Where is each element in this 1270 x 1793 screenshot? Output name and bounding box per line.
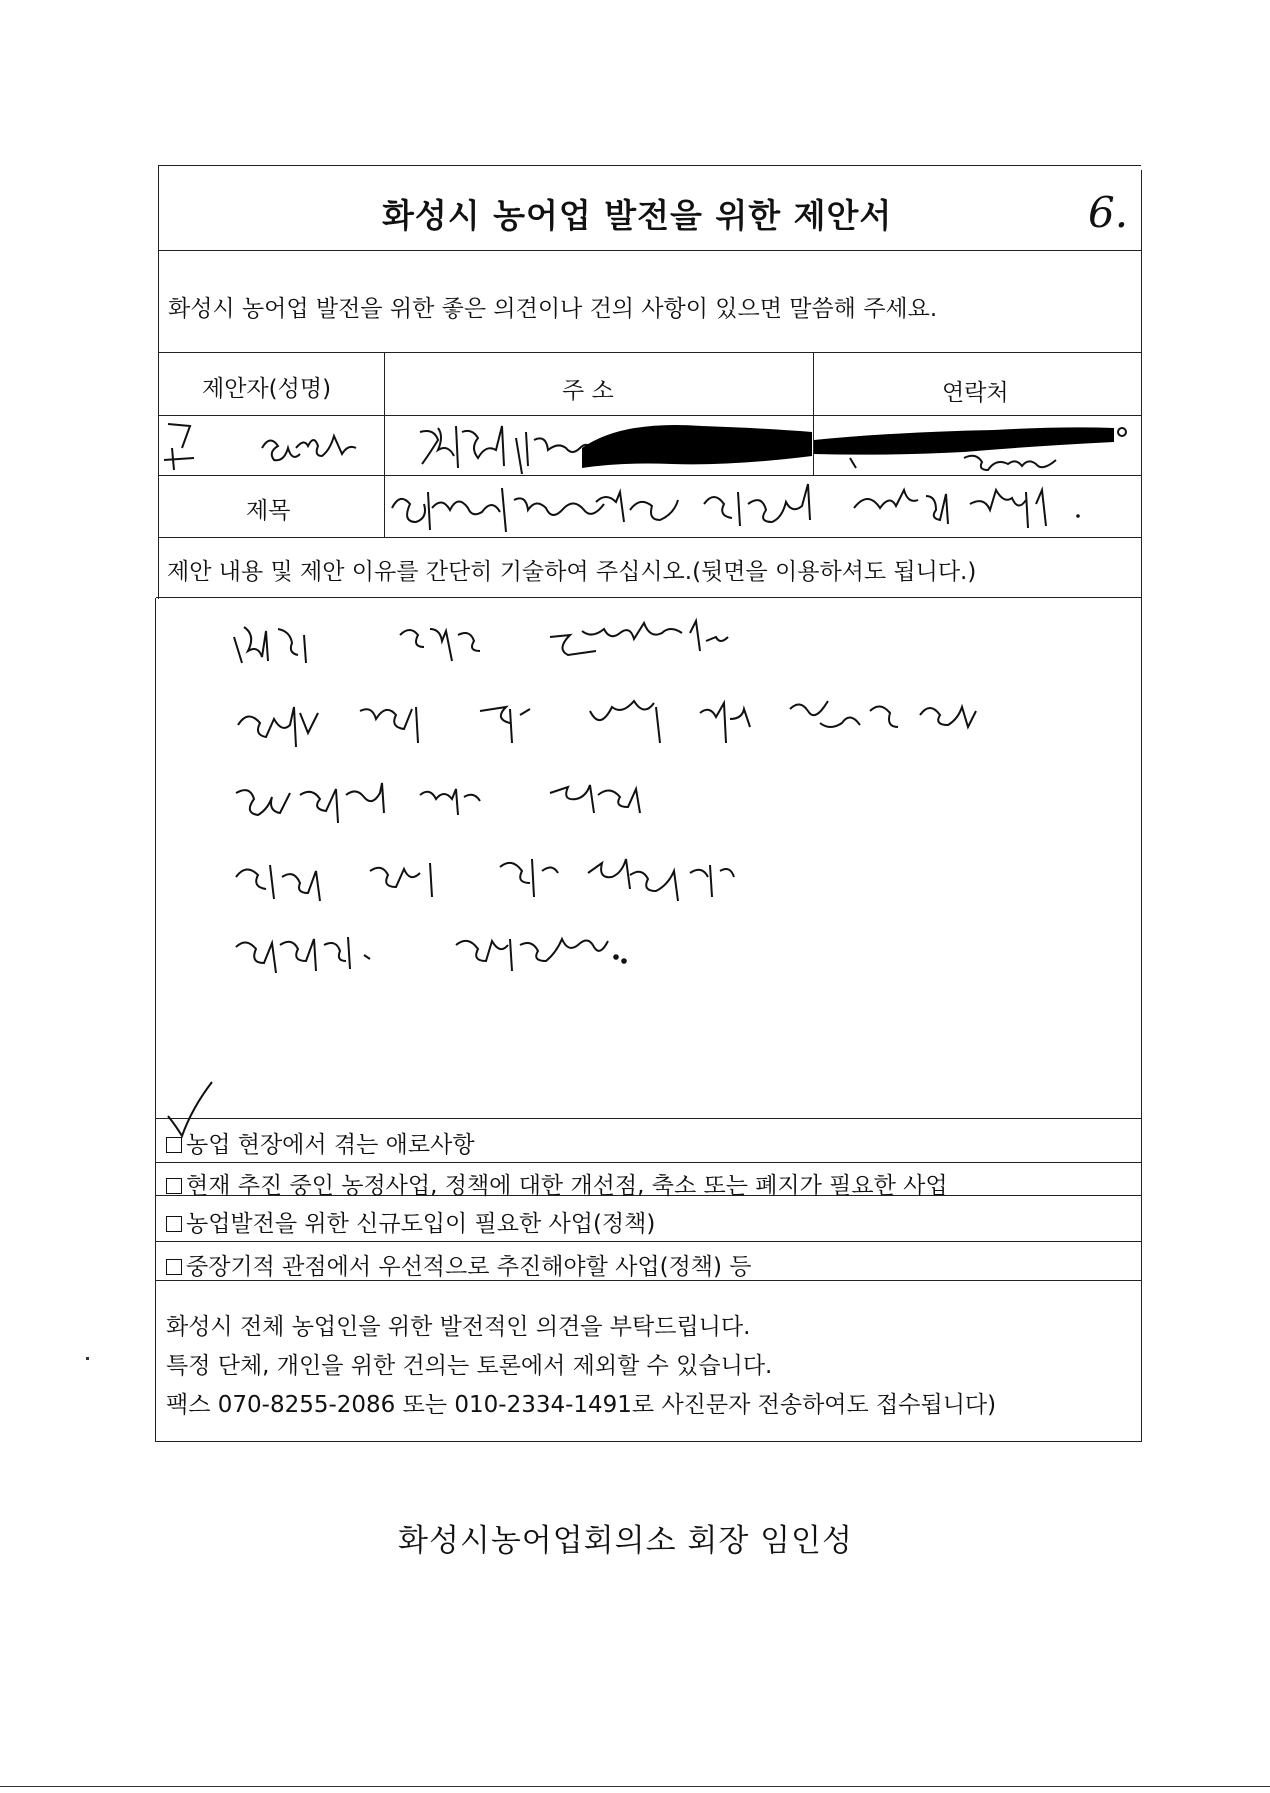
scan-edge-line (0, 1786, 1270, 1787)
header-proposer: 제안자(성명) (202, 376, 332, 402)
page-mark: 6. (1088, 188, 1129, 237)
subject-label: 제목 (246, 498, 291, 524)
table-border-top (158, 165, 1141, 166)
handwritten-proposer-name (160, 418, 382, 476)
handwritten-content (220, 615, 1140, 1015)
rule-after-title (158, 250, 1141, 251)
rule-after-intro (158, 352, 1141, 353)
checkbox-unchecked[interactable] (166, 1259, 182, 1275)
table-border-bottom (155, 1441, 1141, 1442)
note-line-3: 팩스 070-8255-2086 또는 010-2334-1491로 사진문자 전송하여도 접수됩니다) (166, 1392, 997, 1418)
checklist-label: 현재 추진 중인 농정사업, 정책에 대한 개선점, 축소 또는 폐지가 필요한 사업 (186, 1173, 948, 1199)
checkbox-unchecked[interactable] (166, 1178, 182, 1194)
checklist-label: 농업 현장에서 겪는 애로사항 (186, 1132, 475, 1158)
checklist-item-2[interactable] (166, 1167, 948, 1200)
redacted-contact (814, 418, 1140, 476)
note-line-1: 화성시 전체 농업인을 위한 발전적인 의견을 부탁드립니다. (166, 1314, 751, 1340)
checklist-label: 중장기적 관점에서 우선적으로 추진해야할 사업(정책) 등 (186, 1254, 752, 1280)
president-signature: 화성시농어업회의소 회장 임인성 (398, 1523, 853, 1559)
intro-text: 화성시 농어업 발전을 위한 좋은 의견이나 건의 사항이 있으면 말씀해 주세요. (168, 296, 938, 322)
rule-before-checklist (156, 1118, 1141, 1119)
rule-after-headers (158, 415, 1141, 416)
rule-check-1 (156, 1162, 1141, 1163)
checkbox-unchecked[interactable] (166, 1216, 182, 1232)
handwritten-address (386, 418, 812, 476)
note-line-2: 특정 단체, 개인을 위한 건의는 토론에서 제외할 수 있습니다. (166, 1353, 773, 1379)
table-border-right-bottom (1141, 598, 1142, 1442)
rule-check-3 (156, 1241, 1141, 1242)
table-border-right-top (1141, 170, 1142, 600)
header-address: 주 소 (562, 378, 614, 404)
content-instruction: 제안 내용 및 제안 이유를 간단히 기술하여 주십시오.(뒷면을 이용하셔도 됩니다.) (167, 559, 977, 585)
form-title: 화성시 농어업 발전을 위한 제안서 (382, 196, 893, 235)
checklist-item-3[interactable] (166, 1205, 655, 1238)
handwritten-subject (386, 478, 1086, 538)
table-border-left-top (158, 165, 159, 599)
scan-dot (86, 1357, 89, 1360)
table-border-left-bottom (155, 598, 156, 1442)
check-mark-icon (166, 1080, 216, 1144)
header-contact: 연락처 (942, 380, 1009, 406)
rule-after-instruction (156, 597, 1141, 598)
checklist-item-4[interactable] (166, 1248, 752, 1281)
divider-name-address (384, 352, 385, 538)
checklist-label: 농업발전을 위한 신규도입이 필요한 사업(정책) (186, 1211, 656, 1237)
